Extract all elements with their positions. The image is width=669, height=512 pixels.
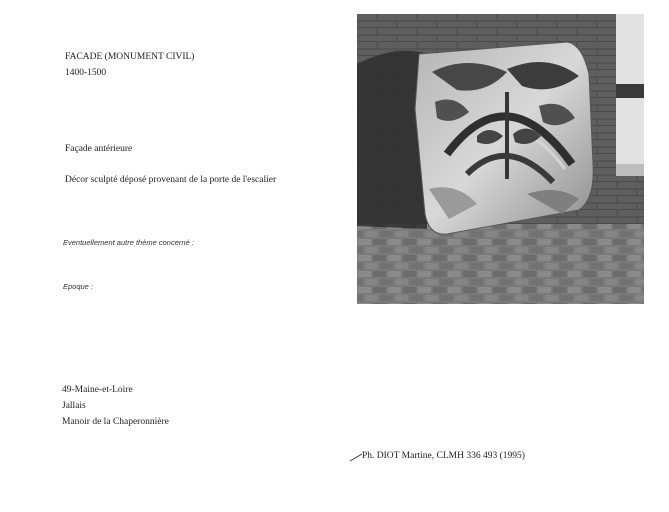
location-lieu: Manoir de la Chaperonnière (62, 417, 169, 427)
record-title: FACADE (MONUMENT CIVIL) (65, 52, 195, 62)
other-theme-label: Eventuellement autre thème concerné : (63, 238, 194, 247)
photo-credit: Ph. DIOT Martine, CLMH 336 493 (1995) (362, 451, 525, 461)
photo-drawing (357, 14, 644, 304)
photograph-carved-stone (357, 14, 644, 304)
location-commune: Jallais (62, 401, 86, 411)
location-region: 49-Maine-et-Loire (62, 385, 133, 395)
epoque-label: Epoque : (63, 282, 94, 291)
record-description: Décor sculpté déposé provenant de la porte de l'escalier (65, 175, 277, 185)
record-dates: 1400-1500 (65, 68, 107, 78)
record-facade: Façade antérieure (65, 144, 133, 154)
stone-shadow (357, 51, 427, 229)
credit-pen-mark (349, 452, 363, 462)
paving (357, 224, 644, 304)
